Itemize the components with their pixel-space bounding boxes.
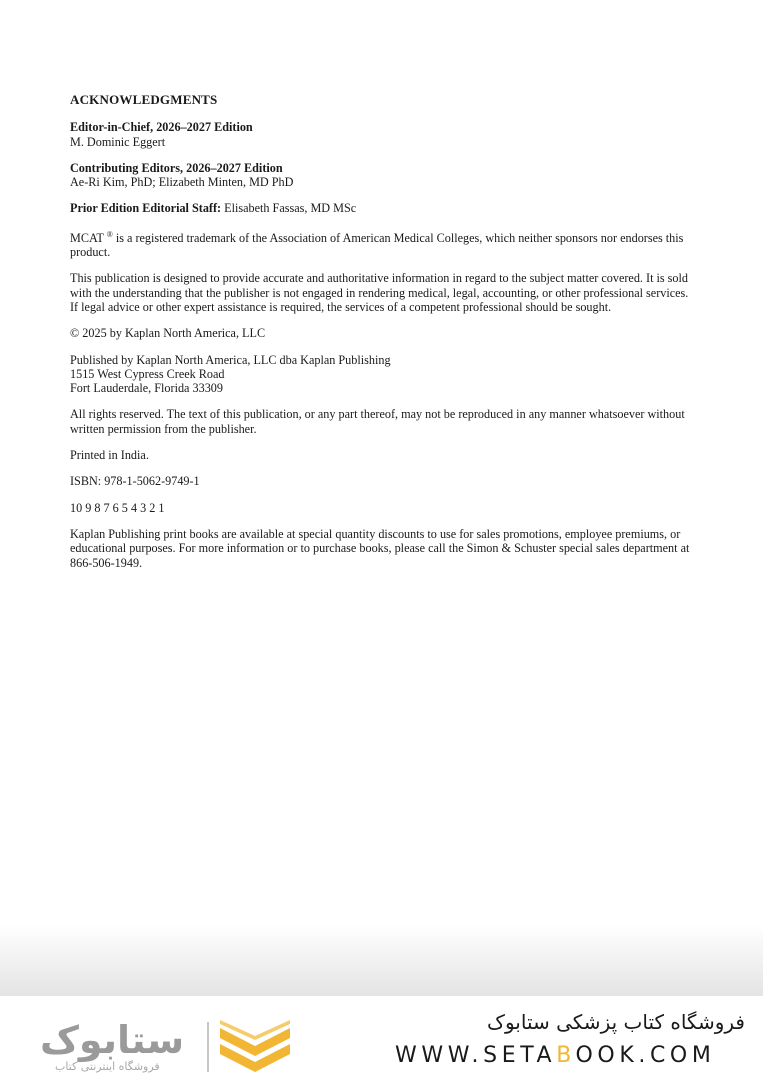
contributing-editors-label: Contributing Editors, 2026–2027 Edition	[70, 160, 283, 175]
publisher-address	[70, 353, 695, 396]
editor-in-chief-block	[70, 120, 695, 149]
prior-staff-block	[70, 201, 695, 215]
prior-staff-names: Elisabeth Fassas, MD MSc	[221, 201, 357, 216]
copyright-page	[70, 93, 695, 582]
shop-title: فروشگاه کتاب پزشکی ستابوک	[487, 1010, 745, 1034]
editor-in-chief-label: Editor-in-Chief, 2026–2027 Edition	[70, 120, 253, 135]
editor-in-chief-name: M. Dominic Eggert	[70, 134, 166, 149]
contributing-editors-names: Ae-Ri Kim, PhD; Elizabeth Minten, MD PhD	[70, 175, 294, 190]
logo-divider	[207, 1022, 209, 1072]
page-heading: ACKNOWLEDGMENTS	[70, 92, 218, 107]
address-street: 1515 West Cypress Creek Road	[70, 366, 225, 381]
site-url-start: WWW.SETA	[395, 1043, 557, 1068]
setabook-logo-text: ستابوک	[40, 1018, 185, 1062]
registered-symbol: ®	[106, 229, 113, 239]
publisher-line: Published by Kaplan North America, LLC dba Kaplan Publishing	[70, 352, 391, 367]
print-line: 10 9 8 7 6 5 4 3 2 1	[70, 500, 165, 515]
trademark-notice	[70, 231, 695, 260]
site-url-end: OOK.COM	[575, 1043, 716, 1068]
site-url	[395, 1043, 753, 1068]
page-bottom-shadow	[0, 925, 763, 997]
site-url-accent: B	[556, 1043, 576, 1068]
prior-staff-label: Prior Edition Editorial Staff:	[70, 201, 222, 216]
printed-in-line: Printed in India.	[70, 448, 149, 463]
trademark-mark: MCAT	[70, 230, 104, 245]
copyright-line: © 2025 by Kaplan North America, LLC	[70, 326, 266, 341]
sales-paragraph: Kaplan Publishing print books are available at special quantity discounts to use for sales promotions, employee premiums, or educational purposes. For more information or to purchase books, please call the Simon & Schuster special sales department at 866-506-1949.	[70, 526, 690, 570]
book-chevron-logo-icon	[218, 1018, 292, 1076]
trademark-text: is a registered trademark of the Association of American Medical Colleges, which neither sponsors nor endorses this product.	[70, 230, 684, 260]
isbn-line: ISBN: 978-1-5062-9749-1	[70, 474, 200, 489]
address-city: Fort Lauderdale, Florida 33309	[70, 381, 223, 396]
contributing-editors-block	[70, 161, 695, 190]
disclaimer-paragraph: This publication is designed to provide accurate and authoritative information in regard to the subject matter covered. It is sold with the understanding that the publisher is not engaged in rendering medical, legal, accounting, or other professional services. If legal advice or other expert assistance is required, the services of a competent professional should be sought.	[70, 271, 689, 314]
setabook-logo-subtitle: فروشگاه اینترنتی کتاب	[55, 1060, 160, 1073]
rights-paragraph: All rights reserved. The text of this publication, or any part thereof, may not be reproduced in any manner whatsoever without written permission from the publisher.	[70, 407, 685, 436]
